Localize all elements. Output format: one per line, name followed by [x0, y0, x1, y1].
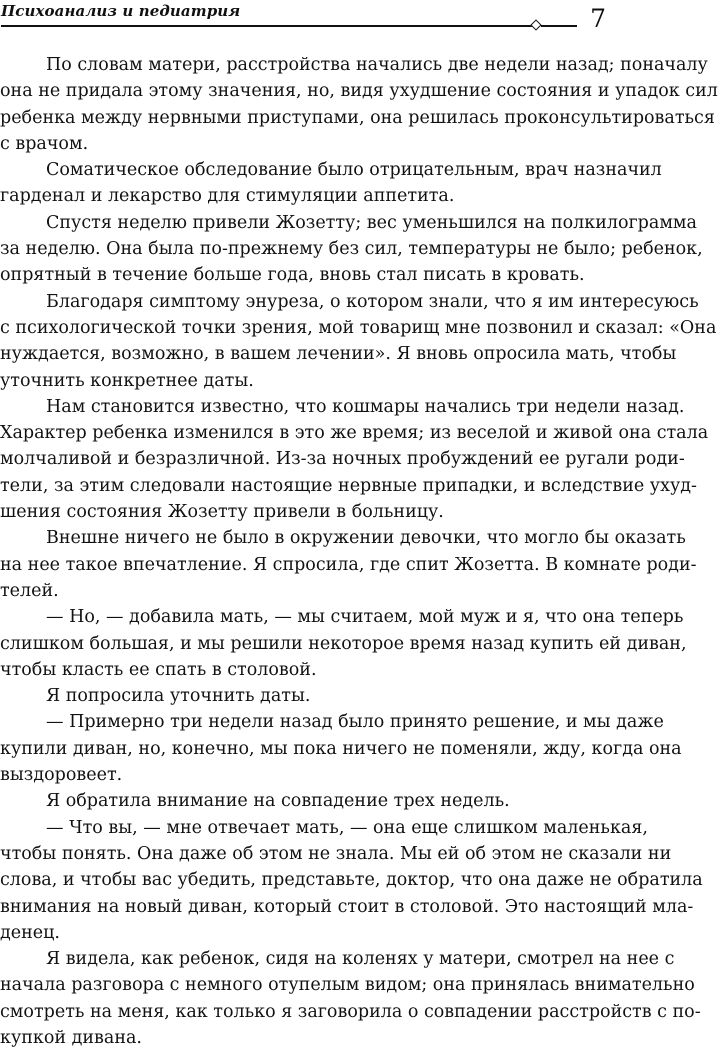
text-line: телей.	[0, 580, 59, 601]
running-header-title: Психоанализ и педиатрия	[1, 2, 241, 20]
text-line: Нам становится известно, что кошмары начались три недели назад.	[46, 396, 685, 417]
text-line: с врачом.	[0, 133, 89, 154]
text-line: нуждается, возможно, в вашем лечении». Я вновь опросила мать, чтобы	[0, 344, 677, 365]
text-line: Я попросила уточнить даты.	[46, 686, 311, 707]
text-line: ребенка между нервными приступами, она решилась проконсультироваться	[0, 107, 715, 128]
text-line: — Но, — добавила мать, — мы считаем, мой муж и я, что она теперь	[46, 607, 684, 628]
text-line: гарденал и лекарство для стимуляции аппетита.	[0, 186, 455, 207]
text-line: тели, за этим следовали настоящие нервные припадки, и вследствие ухуд-	[0, 475, 697, 496]
text-line: начала разговора с немного отупелым видом; она принялась внимательно	[0, 975, 695, 996]
text-line: По словам матери, расстройства начались две недели назад; поначалу	[46, 55, 708, 75]
running-header	[0, 0, 620, 46]
text-line: чтобы понять. Она даже об этом не знала. Мы ей об этом не сказали ни	[0, 843, 672, 864]
page-number: 7	[590, 4, 606, 33]
text-line: слишком большая, и мы решили некоторое время назад купить ей диван,	[0, 633, 687, 654]
text-line: Внешне ничего не было в окружении девочки, что могло бы оказать	[46, 528, 686, 549]
text-line: купкой дивана.	[0, 1027, 142, 1048]
text-line: уточнить конкретнее даты.	[0, 370, 254, 391]
text-line: Я обратила внимание на совпадение трех недель.	[46, 791, 510, 812]
header-rule	[1, 25, 536, 27]
text-line: с психологической точки зрения, мой товарищ мне позвонил и сказал: «Она	[0, 317, 717, 338]
text-line: чтобы класть ее спать в столовой.	[0, 659, 317, 680]
text-line: Я видела, как ребенок, сидя на коленях у матери, смотрел на нее с	[46, 949, 675, 970]
text-line: молчаливой и безразличной. Из-за ночных пробуждений ее ругали роди-	[0, 449, 685, 470]
header-rule-tail	[541, 25, 577, 27]
text-line: выздоровеет.	[0, 765, 123, 786]
header-diamond-ornament	[530, 19, 541, 30]
text-line: — Примерно три недели назад было принято решение, и мы даже	[46, 712, 664, 733]
text-line: денец.	[0, 922, 60, 943]
text-line: опрятный в течение больше года, вновь стал писать в кровать.	[0, 265, 585, 286]
text-line: за неделю. Она была по-прежнему без сил, температуры не было; ребенок,	[0, 239, 703, 260]
text-line: она не придала этому значения, но, видя ухудшение состояния и упадок сил	[0, 81, 718, 102]
body-text	[0, 52, 718, 1051]
text-line: Соматическое обследование было отрицательным, врач назначил	[46, 160, 662, 181]
text-line: внимания на новый диван, который стоит в столовой. Это настоящий мла-	[0, 896, 694, 917]
text-line: Характер ребенка изменился в это же время; из веселой и живой она стала	[0, 423, 709, 444]
text-line: шения состояния Жозетту привели в больницу.	[0, 502, 444, 523]
text-line: Спустя неделю привели Жозетту; вес уменьшился на полкилограмма	[46, 212, 697, 233]
text-line: — Что вы, — мне отвечает мать, — она еще слишком маленькая,	[46, 817, 648, 838]
text-line: Благодаря симптому энуреза, о котором знали, что я им интересуюсь	[46, 291, 699, 312]
text-line: на нее такое впечатление. Я спросила, где спит Жозетта. В комнате роди-	[0, 554, 697, 575]
text-line: смотреть на меня, как только я заговорила о совпадении расстройств с по-	[0, 1001, 701, 1022]
text-line: купили диван, но, конечно, мы пока ничего не поменяли, жду, когда она	[0, 738, 682, 759]
text-line: слова, и чтобы вас убедить, представьте, доктор, что она даже не обратила	[0, 870, 703, 891]
